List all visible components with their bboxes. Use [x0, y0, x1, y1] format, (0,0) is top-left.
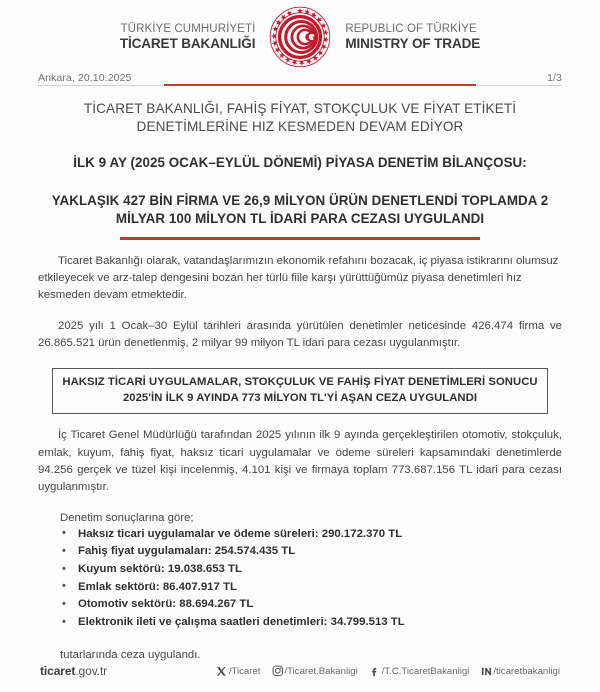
- social-link-x[interactable]: [216, 665, 261, 677]
- turkish-ministry-of-trade-emblem: [269, 6, 331, 68]
- headline-accent-rule: [120, 237, 480, 240]
- brand-english-republic-line: REPUBLIC OF TÜRKİYE: [345, 23, 477, 35]
- document-meta-row: [38, 66, 562, 86]
- list-item: • Otomotiv sektörü: 88.694.267 TL: [60, 596, 562, 614]
- paragraph-directorate: İç Ticaret Genel Müdürlüğü tarafından 2025 yılının ilk 9 ayında gerçekleştirilen otomotiv, stokçuluk, emlak, kuyum, fahiş fiyat, haksız ticari uygulamalar ve ödeme süreleri kapsamındaki denetimlerde 94.256 gerçek ve tüzel kişi incelenmiş, 4.101 kişi ve firmaya toplam 773.687.156 TL idari para cezası uygulanmıştır.: [38, 429, 562, 494]
- brand-english: [345, 23, 480, 51]
- website-url[interactable]: [40, 664, 107, 678]
- headline-summary: YAKLAŞIK 427 BİN FİRMA VE 26,9 MİLYON ÜRÜN DENETLENDİ TOPLAMDA 2 MİLYAR 100 MİLYON TL İDARİ PARA CEZASI UYGULANDI: [51, 192, 549, 227]
- social-link-facebook[interactable]: [369, 665, 470, 677]
- document-footer: [0, 650, 600, 692]
- brand-english-ministry-line: MINISTRY OF TRADE: [345, 35, 481, 51]
- brand-turkish-ministry-line: TİCARET BAKANLIĞI: [119, 35, 256, 51]
- instagram-icon: [271, 665, 283, 677]
- brand-turkish: [120, 23, 256, 51]
- list-item: • Emlak sektörü: 86.407.917 TL: [60, 579, 562, 597]
- list-item: • Elektronik ileti ve çalışma saatleri denetimleri: 34.799.513 TL: [60, 614, 562, 632]
- social-link-instagram[interactable]: [271, 665, 357, 677]
- brand-turkish-republic-line: TÜRKİYE CUMHURİYETİ: [120, 23, 256, 35]
- social-handle-linkedin: /ticaretbakanligi: [493, 665, 560, 677]
- header-divider-accent: [164, 84, 476, 86]
- website-url-rest: .gov.tr: [75, 664, 108, 678]
- headline-secondary: İLK 9 AY (2025 OCAK–EYLÜL DÖNEMİ) PİYASA DENETİM BİLANÇOSU:: [73, 154, 527, 170]
- social-link-linkedin[interactable]: [480, 665, 560, 677]
- social-handle-facebook: /T.C.TicaretBakanligi: [381, 665, 470, 677]
- callout-box: HAKSIZ TİCARİ UYGULAMALAR, STOKÇULUK VE FAHİŞ FİYAT DENETİMLERİ SONUCU 2025'İN İLK 9 AYINDA 773 MİLYON TL'Yİ AŞAN CEZA UYGULANDI: [52, 368, 548, 414]
- list-item: • Haksız ticari uygulamalar ve ödeme süreleri: 290.172.370 TL: [60, 526, 562, 544]
- closing-line: tutarlarında ceza uygulandı.: [60, 648, 201, 661]
- list-item: • Kuyum sektörü: 19.038.653 TL: [60, 561, 562, 579]
- paragraph-intro: Ticaret Bakanlığı olarak, vatandaşlarımızın ekonomik refahını bozacak, iç piyasa istikrarını olumsuz etkileyecek ve arz-talep dengesini bozan her türlü fiile karşı yürüttüğümüz piyasa denetimleri hız kesmeden devam etmektedir.: [38, 254, 559, 302]
- headline-primary: TİCARET BAKANLIĞI, FAHİŞ FİYAT, STOKÇULUK VE FİYAT ETİKETİ DENETİMLERİNE HIZ KESMEDEN DEVAM EDİYOR: [83, 101, 517, 134]
- page-number: 1/3: [547, 72, 562, 84]
- list-item: • Fahiş fiyat uygulamaları: 254.574.435 TL: [60, 543, 562, 561]
- website-url-bold: ticaret: [40, 664, 76, 678]
- fines-list: [38, 526, 562, 632]
- document-header: [0, 0, 600, 66]
- document-content: [0, 100, 600, 661]
- facebook-icon: [369, 665, 381, 677]
- social-handle-x: /Ticaret: [228, 665, 261, 677]
- paragraph-statistics: 2025 yılı 1 Ocak–30 Eylül tarihleri arasında yürütülen denetimler neticesinde 426.474 firma ve 26.865.521 ürün denetlenmiş, 2 milyar 99 milyon TL idari para cezası uygulanmıştır.: [38, 319, 562, 349]
- social-handle-instagram: /Ticaret.Bakanligi: [284, 665, 358, 677]
- social-links: [216, 665, 560, 677]
- dateline: Ankara, 20.10.2025: [38, 72, 132, 84]
- x-twitter-icon: [216, 665, 228, 677]
- linkedin-icon: [480, 665, 492, 677]
- fines-list-intro: Denetim sonuçlarına göre;: [60, 511, 194, 524]
